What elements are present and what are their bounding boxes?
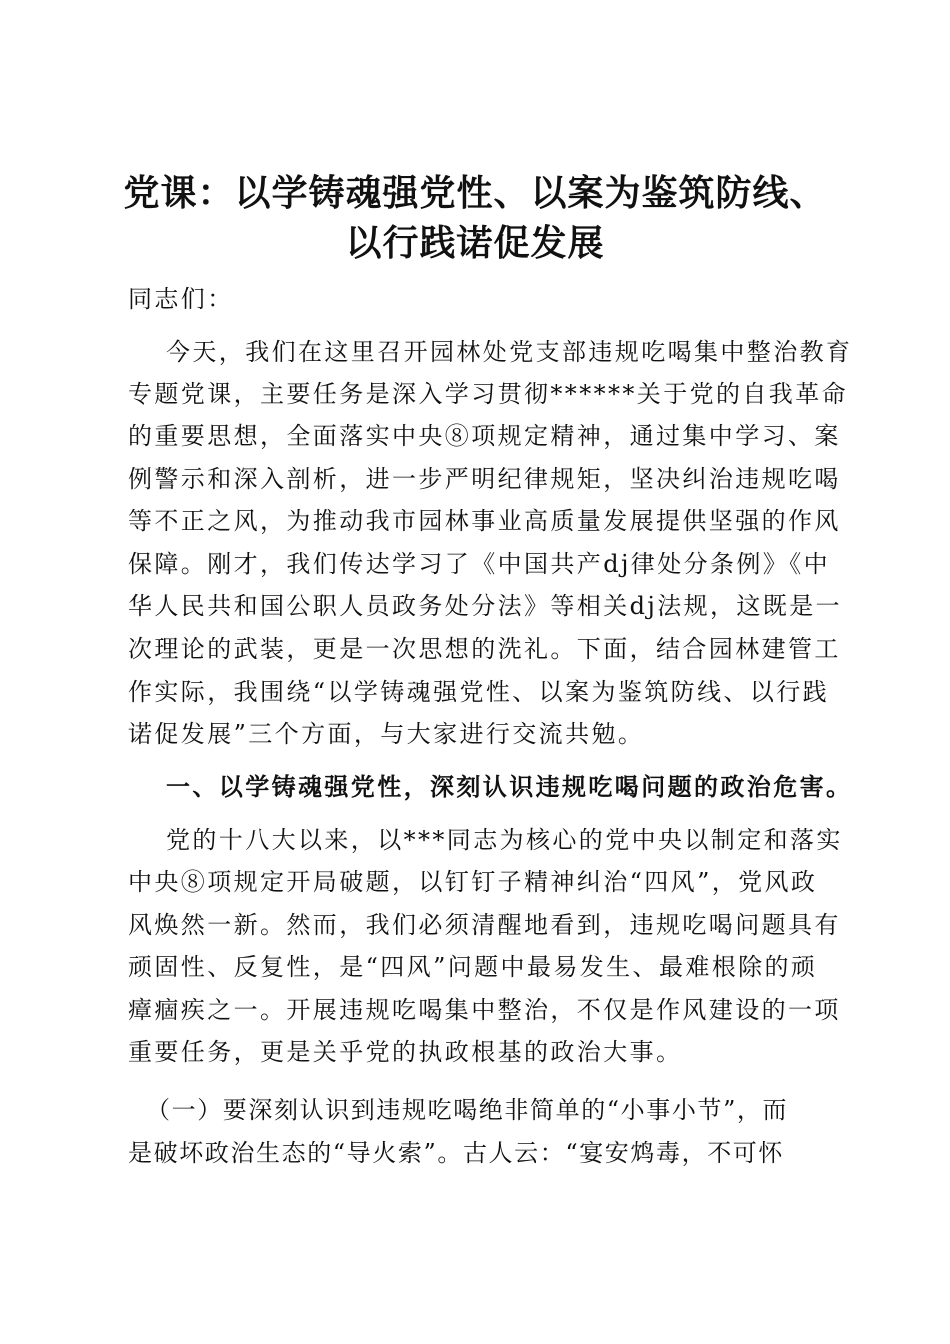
section-1-line-5: 瘴痼疾之一。开展违规吃喝集中整治，不仅是作风建设的一项 — [128, 996, 841, 1024]
intro-line-4: 例警示和深入剖析，进一步严明纪律规矩，坚决纠治违规吃喝 — [128, 465, 841, 493]
section-1-heading: 一、以学铸魂强党性，深刻认识违规吃喝问题的政治危害。 — [166, 772, 853, 801]
intro-line-1: 今天，我们在这里召开园林处党支部违规吃喝集中整治教育 — [166, 338, 853, 366]
intro-line-10: 诺促发展”三个方面，与大家进行交流共勉。 — [128, 720, 645, 748]
section-1-line-2: 中央⑧项规定开局破题，以钉钉子精神纠治“四风”，党风政 — [128, 868, 818, 896]
salutation: 同志们： — [128, 285, 234, 313]
intro-line-9: 作实际，我围绕“以学铸魂强党性、以案为鉴筑防线、以行践 — [128, 678, 830, 706]
document-title-line-1: 党课：以学铸魂强党性、以案为鉴筑防线、 — [123, 172, 827, 214]
intro-line-6: 保障。刚才，我们传达学习了《中国共产dj律处分条例》《中 — [128, 550, 831, 578]
subsection-1-line-2: 是破坏政治生态的“导火索”。古人云：“宴安鸩毒，不可怀 — [128, 1139, 785, 1167]
intro-line-7: 华人民共和国公职人员政务处分法》等相关dj法规，这既是一 — [128, 592, 843, 620]
intro-line-8: 次理论的武装，更是一次思想的洗礼。下面，结合园林建管工 — [128, 635, 841, 663]
intro-line-3: 的重要思想，全面落实中央⑧项规定精神，通过集中学习、案 — [128, 422, 841, 450]
section-1-line-6: 重要任务，更是关乎党的执政根基的政治大事。 — [128, 1038, 683, 1066]
intro-line-2: 专题党课，主要任务是深入学习贯彻******关于党的自我革命 — [128, 380, 848, 408]
document-title-line-2: 以行践诺促发展 — [345, 222, 605, 264]
section-1-line-4: 顽固性、反复性，是“四风”问题中最易发生、最难根除的顽 — [128, 953, 818, 981]
subsection-1-line-1: （一）要深刻认识到违规吃喝绝非简单的“小事小节”，而 — [146, 1096, 789, 1124]
section-1-line-1: 党的十八大以来，以***同志为核心的党中央以制定和落实 — [166, 826, 843, 854]
section-1-line-3: 风焕然一新。然而，我们必须清醒地看到，违规吃喝问题具有 — [128, 911, 841, 939]
intro-line-5: 等不正之风，为推动我市园林事业高质量发展提供坚强的作风 — [128, 507, 841, 535]
